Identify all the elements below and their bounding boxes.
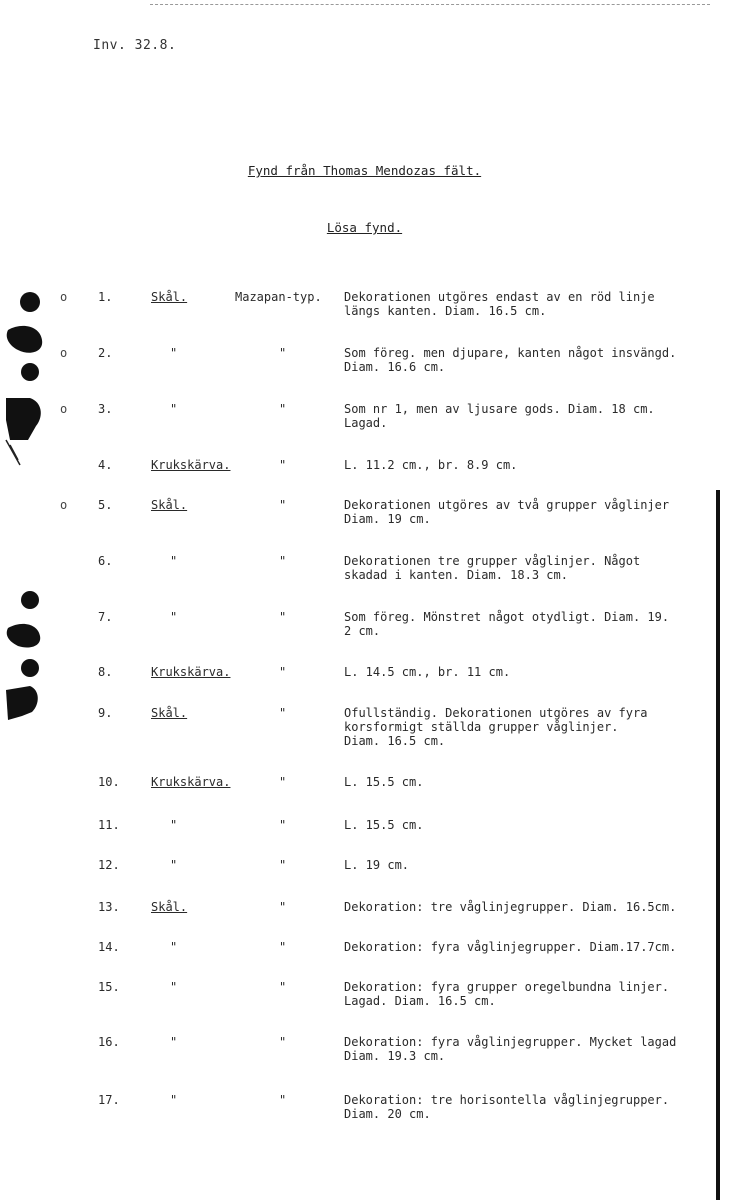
category-ditto: ": [279, 1035, 287, 1049]
inventory-number: Inv. 32.8.: [93, 38, 177, 53]
punch-hole: [6, 398, 41, 440]
type-ditto: ": [170, 980, 178, 994]
category-ditto: ": [279, 775, 287, 789]
entry-description: Dekoration: tre våglinjegrupper. Diam. 16.5cm.: [344, 900, 677, 914]
entry-number: 15.: [98, 980, 120, 994]
entry-number: 12.: [98, 858, 120, 872]
entry-number: 8.: [98, 665, 113, 679]
check-mark: o: [60, 498, 68, 512]
entry-description: L. 15.5 cm.: [344, 818, 424, 832]
check-mark: o: [60, 290, 68, 304]
category-ditto: ": [279, 858, 287, 872]
entry-number: 10.: [98, 775, 120, 789]
entry-description: Dekoration: fyra våglinjegrupper. Diam.17.7cm.: [344, 940, 677, 954]
entry-number: 17.: [98, 1093, 120, 1107]
entry-description: Dekoration: fyra grupper oregelbundna linjer. Lagad. Diam. 16.5 cm.: [344, 980, 670, 1008]
check-mark: o: [60, 346, 68, 360]
type-ditto: ": [170, 610, 178, 624]
entry-number: 16.: [98, 1035, 120, 1049]
entry-description: Dekorationen utgöres endast av en röd linje längs kanten. Diam. 16.5 cm.: [344, 290, 655, 318]
type-ditto: ": [170, 1035, 178, 1049]
entry-description: L. 14.5 cm., br. 11 cm.: [344, 665, 511, 679]
category-ditto: ": [279, 346, 287, 360]
binder-holes: [0, 0, 60, 760]
entry-description: L. 19 cm.: [344, 858, 410, 872]
entry-number: 2.: [98, 346, 113, 360]
object-type: Skål.: [151, 498, 188, 512]
entry-number: 11.: [98, 818, 120, 832]
object-type: Skål.: [151, 706, 188, 720]
category-ditto: ": [279, 498, 287, 512]
category-ditto: ": [279, 980, 287, 994]
entry-number: 3.: [98, 402, 113, 416]
category-ditto: ": [279, 458, 287, 472]
category-ditto: ": [279, 402, 287, 416]
entry-number: 13.: [98, 900, 120, 914]
type-ditto: ": [170, 554, 178, 568]
type-ditto: ": [170, 858, 178, 872]
type-ditto: ": [170, 818, 178, 832]
object-type: Krukskärva.: [151, 775, 231, 789]
entry-description: L. 15.5 cm.: [344, 775, 424, 789]
entry-number: 4.: [98, 458, 113, 472]
top-edge-line: [150, 4, 710, 6]
object-type: Krukskärva.: [151, 665, 231, 679]
entry-number: 14.: [98, 940, 120, 954]
category-ditto: ": [279, 900, 287, 914]
entry-number: 7.: [98, 610, 113, 624]
entry-description: Som föreg. Mönstret något otydligt. Diam. 19. 2 cm.: [344, 610, 670, 638]
punch-hole: [21, 363, 39, 381]
punch-hole: [21, 591, 39, 609]
type-ditto: ": [170, 402, 178, 416]
type-ditto: ": [170, 1093, 178, 1107]
entry-description: Dekorationen tre grupper våglinjer. Något skadad i kanten. Diam. 18.3 cm.: [344, 554, 641, 582]
punch-hole: [7, 624, 40, 648]
category-ditto: ": [279, 940, 287, 954]
entry-number: 5.: [98, 498, 113, 512]
entry-number: 9.: [98, 706, 113, 720]
section-heading: Lösa fynd.: [326, 220, 403, 235]
type-ditto: ": [170, 346, 178, 360]
type-ditto: ": [170, 940, 178, 954]
entry-description: Som föreg. men djupare, kanten något insvängd. Diam. 16.6 cm.: [344, 346, 677, 374]
check-mark: o: [60, 402, 68, 416]
punch-hole: [21, 659, 39, 677]
paper-tear-mark: [6, 440, 20, 465]
entry-description: Ofullständig. Dekorationen utgöres av fyra korsformigt ställda grupper våglinjer. Diam. 16.5 cm.: [344, 706, 648, 748]
entry-description: Dekoration: fyra våglinjegrupper. Mycket lagad Diam. 19.3 cm.: [344, 1035, 677, 1063]
punch-hole: [7, 326, 42, 353]
punch-hole: [20, 292, 40, 312]
object-type: Skål.: [151, 900, 188, 914]
punch-hole: [6, 686, 38, 720]
entry-number: 6.: [98, 554, 113, 568]
category-ditto: ": [279, 1093, 287, 1107]
category-ditto: ": [279, 554, 287, 568]
entry-number: 1.: [98, 290, 113, 304]
category-ditto: ": [279, 665, 287, 679]
object-type: Krukskärva.: [151, 458, 231, 472]
entry-description: Dekoration: tre horisontella våglinjegrupper. Diam. 20 cm.: [344, 1093, 670, 1121]
category: Mazapan-typ.: [235, 290, 322, 304]
document-title: Fynd från Thomas Mendozas fält.: [247, 163, 482, 178]
category-ditto: ": [279, 706, 287, 720]
object-type: Skål.: [151, 290, 188, 304]
entry-description: Som nr 1, men av ljusare gods. Diam. 18 cm. Lagad.: [344, 402, 655, 430]
entry-description: Dekorationen utgöres av två grupper våglinjer Diam. 19 cm.: [344, 498, 670, 526]
category-ditto: ": [279, 818, 287, 832]
category-ditto: ": [279, 610, 287, 624]
entry-description: L. 11.2 cm., br. 8.9 cm.: [344, 458, 518, 472]
